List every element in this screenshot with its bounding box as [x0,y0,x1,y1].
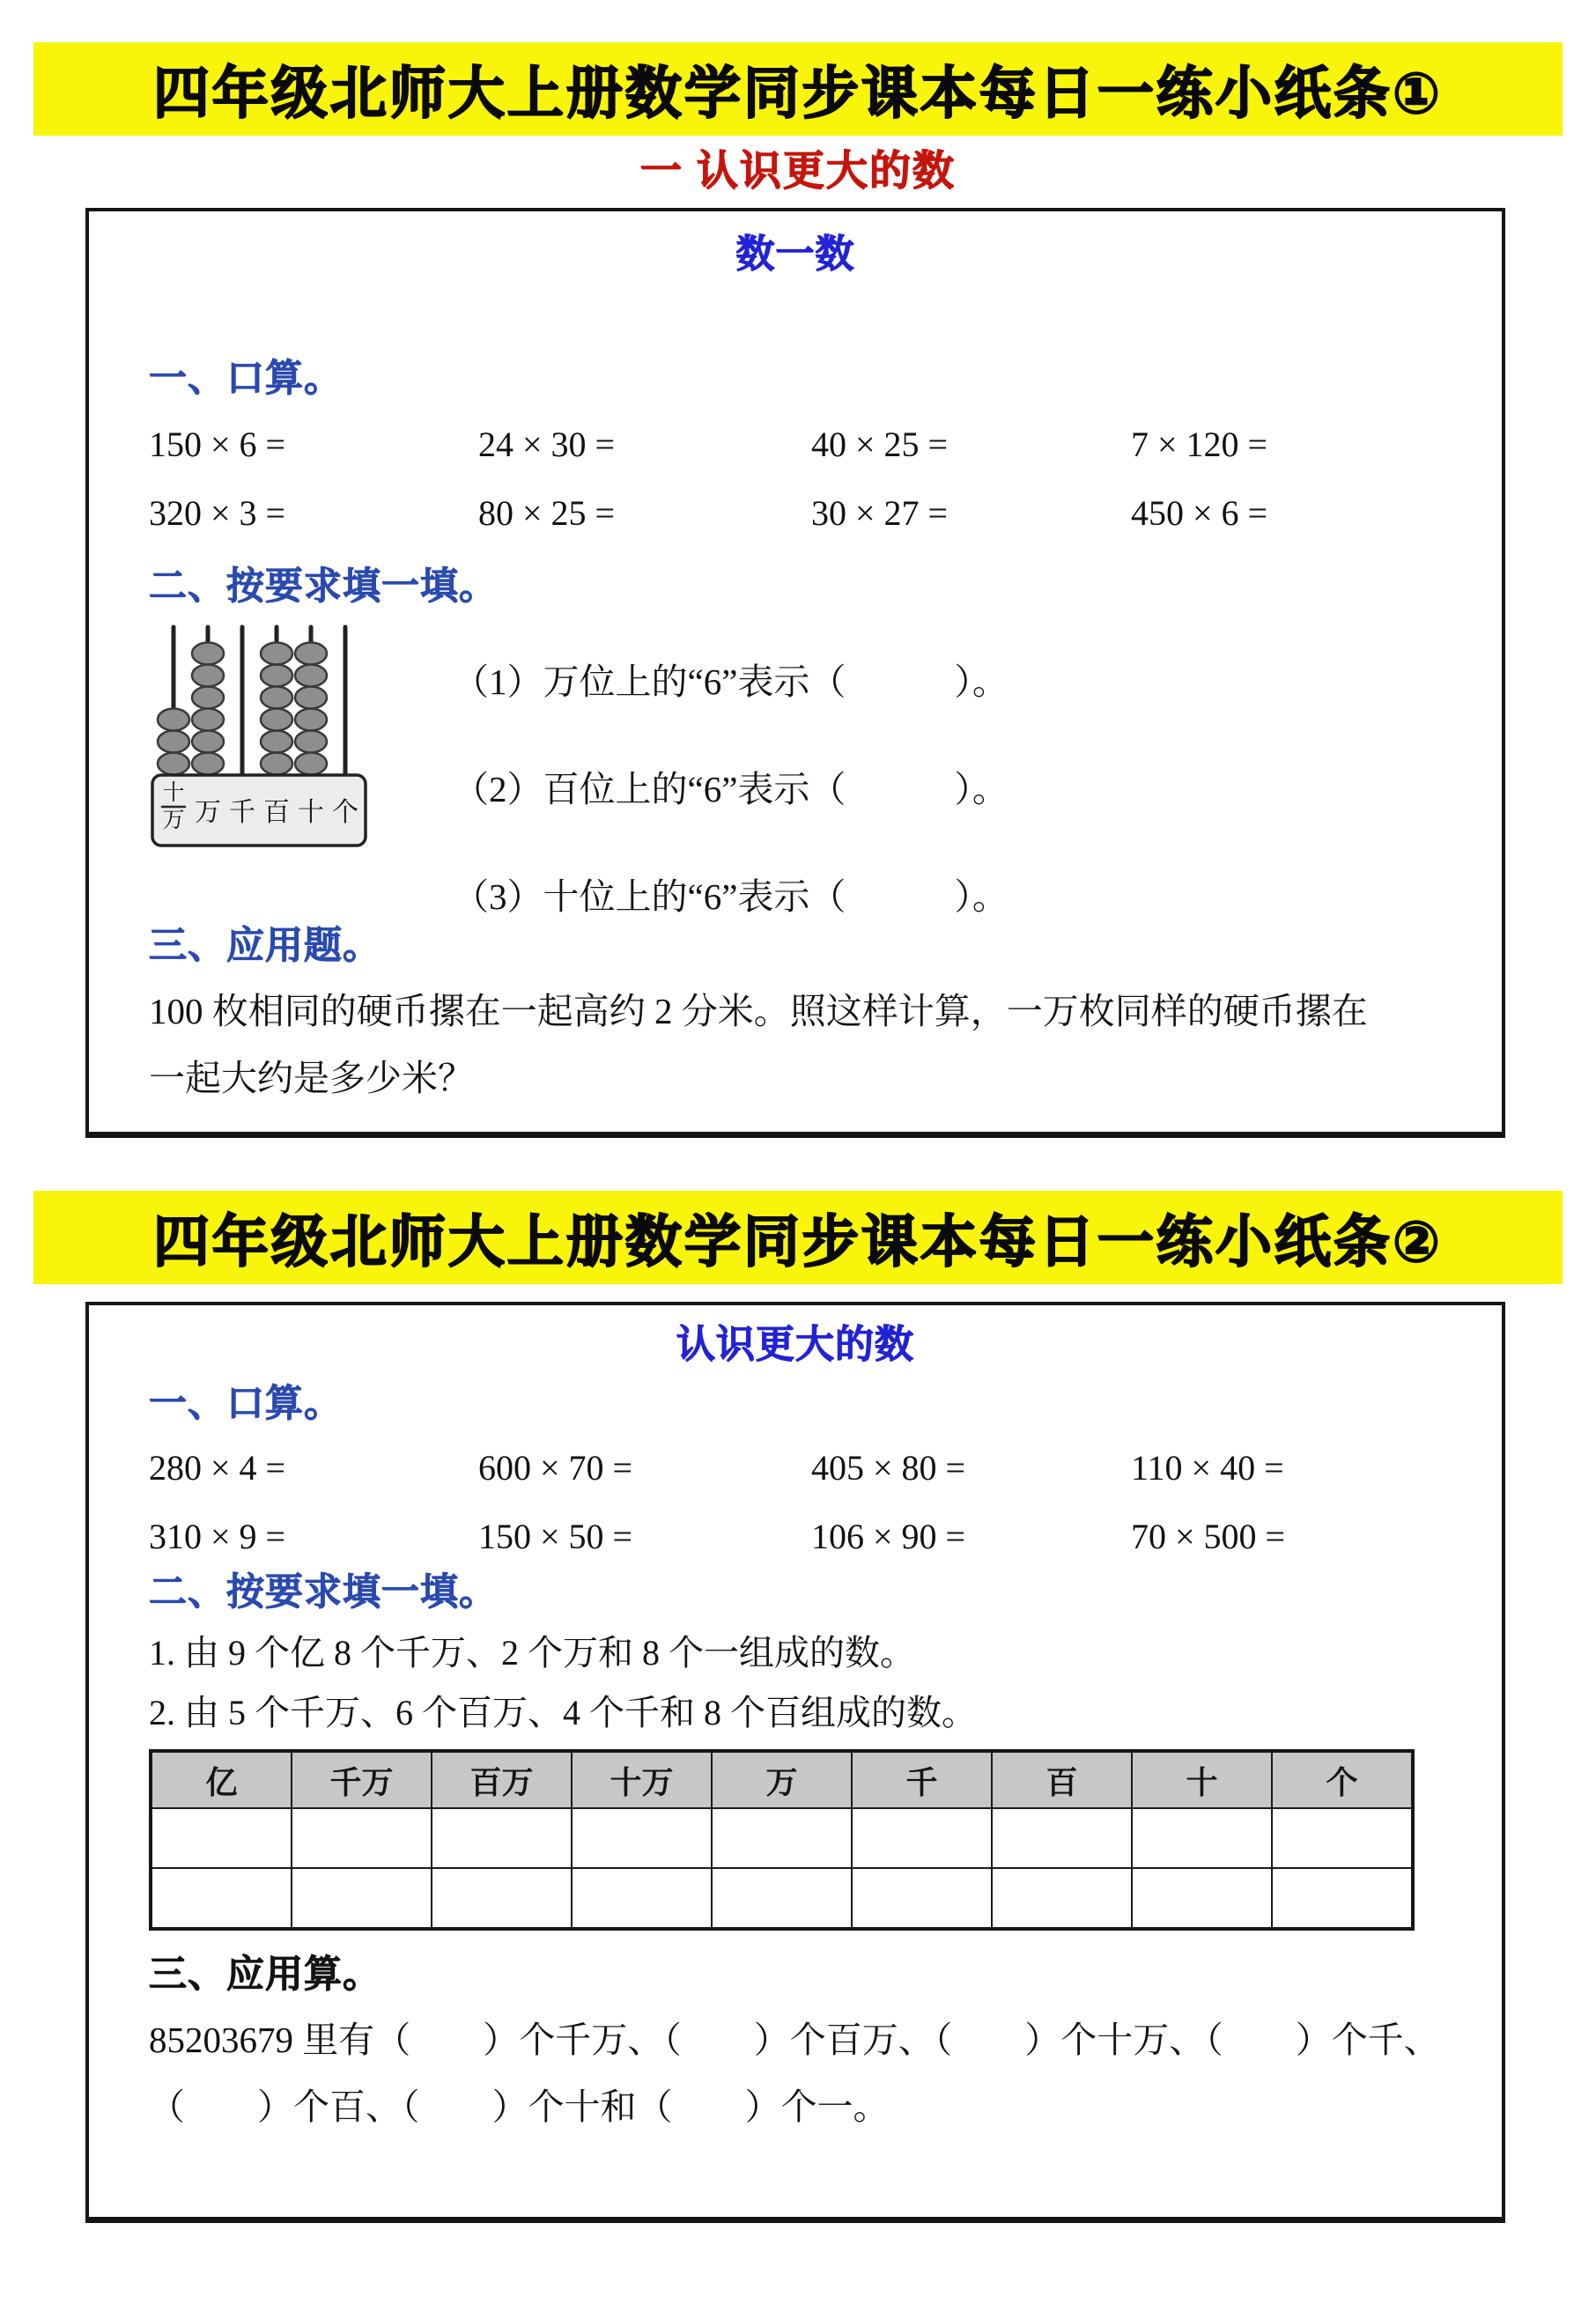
sheet1-section2-heading: 二、按要求填一填。 [149,565,498,608]
oral-problem: 450 × 6 = [1131,493,1268,533]
sheet2-section3-heading: 三、应用算。 [149,1954,381,1996]
oral-problem: 310 × 9 = [149,1517,286,1556]
table-header-cell: 千 [852,1751,992,1808]
place-value-answer-row [151,1808,1413,1868]
oral-problem: 280 × 4 = [149,1448,286,1488]
place-value-answer-row [151,1868,1413,1929]
oral-problem: 600 × 70 = [478,1448,633,1488]
oral-problem: 405 × 80 = [811,1448,966,1488]
table-cell [151,1868,292,1929]
oral-problem: 7 × 120 = [1131,425,1268,464]
sheet2-oral-grid [149,1444,1502,1561]
abacus-figure [149,622,369,853]
oral-problem: 110 × 40 = [1131,1448,1284,1488]
table-header-cell: 十万 [572,1751,712,1808]
fill-question: （1）万位上的“6”表示（ ）。 [453,661,1009,702]
sheet1-banner [33,42,1563,136]
oral-problem: 40 × 25 = [811,425,949,464]
svg-text:个: 个 [332,798,358,827]
table-header-cell: 亿 [151,1751,292,1808]
sheet2-section1-heading: 一、口算。 [149,1383,343,1425]
sheet1-banner-title: 四年级北师大上册数学同步课本每日一练小纸条① [152,62,1444,125]
word-problem-line: 85203679 里有（ ）个千万、（ ）个百万、（ ）个十万、（ ）个千、 [149,2020,1440,2060]
sheet1-box-title: 数一数 [735,233,855,276]
table-cell [712,1868,852,1929]
sheet1-section1-heading: 一、口算。 [149,358,343,400]
table-cell [992,1868,1132,1929]
table-cell [151,1808,292,1868]
sheet1-section3-heading: 三、应用题。 [149,925,381,967]
table-cell [572,1868,712,1929]
svg-text:十: 十 [298,798,324,827]
oral-problem: 70 × 500 = [1131,1517,1286,1556]
word-problem-line: 100 枚相同的硬币摞在一起高约 2 分米。照这样计算，一万枚同样的硬币摞在 [149,991,1368,1031]
table-cell [1132,1808,1272,1868]
abacus-svg [149,622,369,849]
oral-problem: 24 × 30 = [478,425,616,464]
word-problem-line: 一起大约是多少米？ [149,1058,474,1098]
sheet1-subtitle: 一 认识更大的数 [639,147,957,194]
sheet2-banner-title: 四年级北师大上册数学同步课本每日一练小纸条② [152,1210,1444,1274]
sheet1-word-problem [149,978,1414,1112]
table-header-cell: 个 [1272,1751,1413,1808]
table-cell [712,1808,852,1868]
place-value-table [149,1749,1415,1931]
table-cell [432,1868,572,1929]
sheet2-worksheet-card [85,1302,1505,2223]
table-header-cell: 百万 [432,1751,572,1808]
fill-question: （3）十位上的“6”表示（ ）。 [453,876,1009,917]
fill-question: （2）百位上的“6”表示（ ）。 [453,769,1009,809]
table-cell [1132,1868,1272,1929]
table-cell [1272,1808,1413,1868]
table-header-cell: 千万 [292,1751,432,1808]
sheet2-box-title: 认识更大的数 [676,1323,914,1366]
oral-problem: 150 × 6 = [149,425,286,464]
table-cell [292,1868,432,1929]
oral-problem: 150 × 50 = [478,1517,633,1556]
svg-text:万: 万 [195,798,221,827]
table-header-cell: 百 [992,1751,1132,1808]
svg-text:千: 千 [229,798,255,827]
place-value-header-row [151,1751,1413,1808]
table-cell [292,1808,432,1868]
fill-task-1: 1. 由 9 个亿 8 个千万、2 个万和 8 个一组成的数。 [149,1633,915,1673]
svg-text:万: 万 [162,809,185,832]
table-cell [432,1808,572,1868]
table-cell [852,1868,992,1929]
table-cell [852,1808,992,1868]
sheet1-worksheet-card [85,208,1505,1138]
table-cell [572,1808,712,1868]
sheet2-banner [33,1191,1563,1284]
oral-problem: 30 × 27 = [811,493,949,533]
table-header-cell: 万 [712,1751,852,1808]
oral-problem: 106 × 90 = [811,1517,966,1556]
table-cell [992,1808,1132,1868]
sheet2-section2-heading: 二、按要求填一填。 [149,1571,498,1614]
sheet1-fill-block [149,622,1502,920]
sheet2-word-problem [149,2006,1440,2140]
table-cell [1272,1868,1413,1929]
sheet1-oral-grid [149,421,1502,537]
svg-text:百: 百 [263,798,290,827]
fill-questions [453,622,1009,920]
fill-task-2: 2. 由 5 个千万、6 个百万、4 个千和 8 个百组成的数。 [149,1693,977,1732]
oral-problem: 80 × 25 = [478,493,616,533]
table-header-cell: 十 [1132,1751,1272,1808]
word-problem-line: （ ）个百、（ ）个十和（ ）个一。 [149,2087,890,2127]
oral-problem: 320 × 3 = [149,493,286,533]
svg-text:十: 十 [162,781,185,805]
